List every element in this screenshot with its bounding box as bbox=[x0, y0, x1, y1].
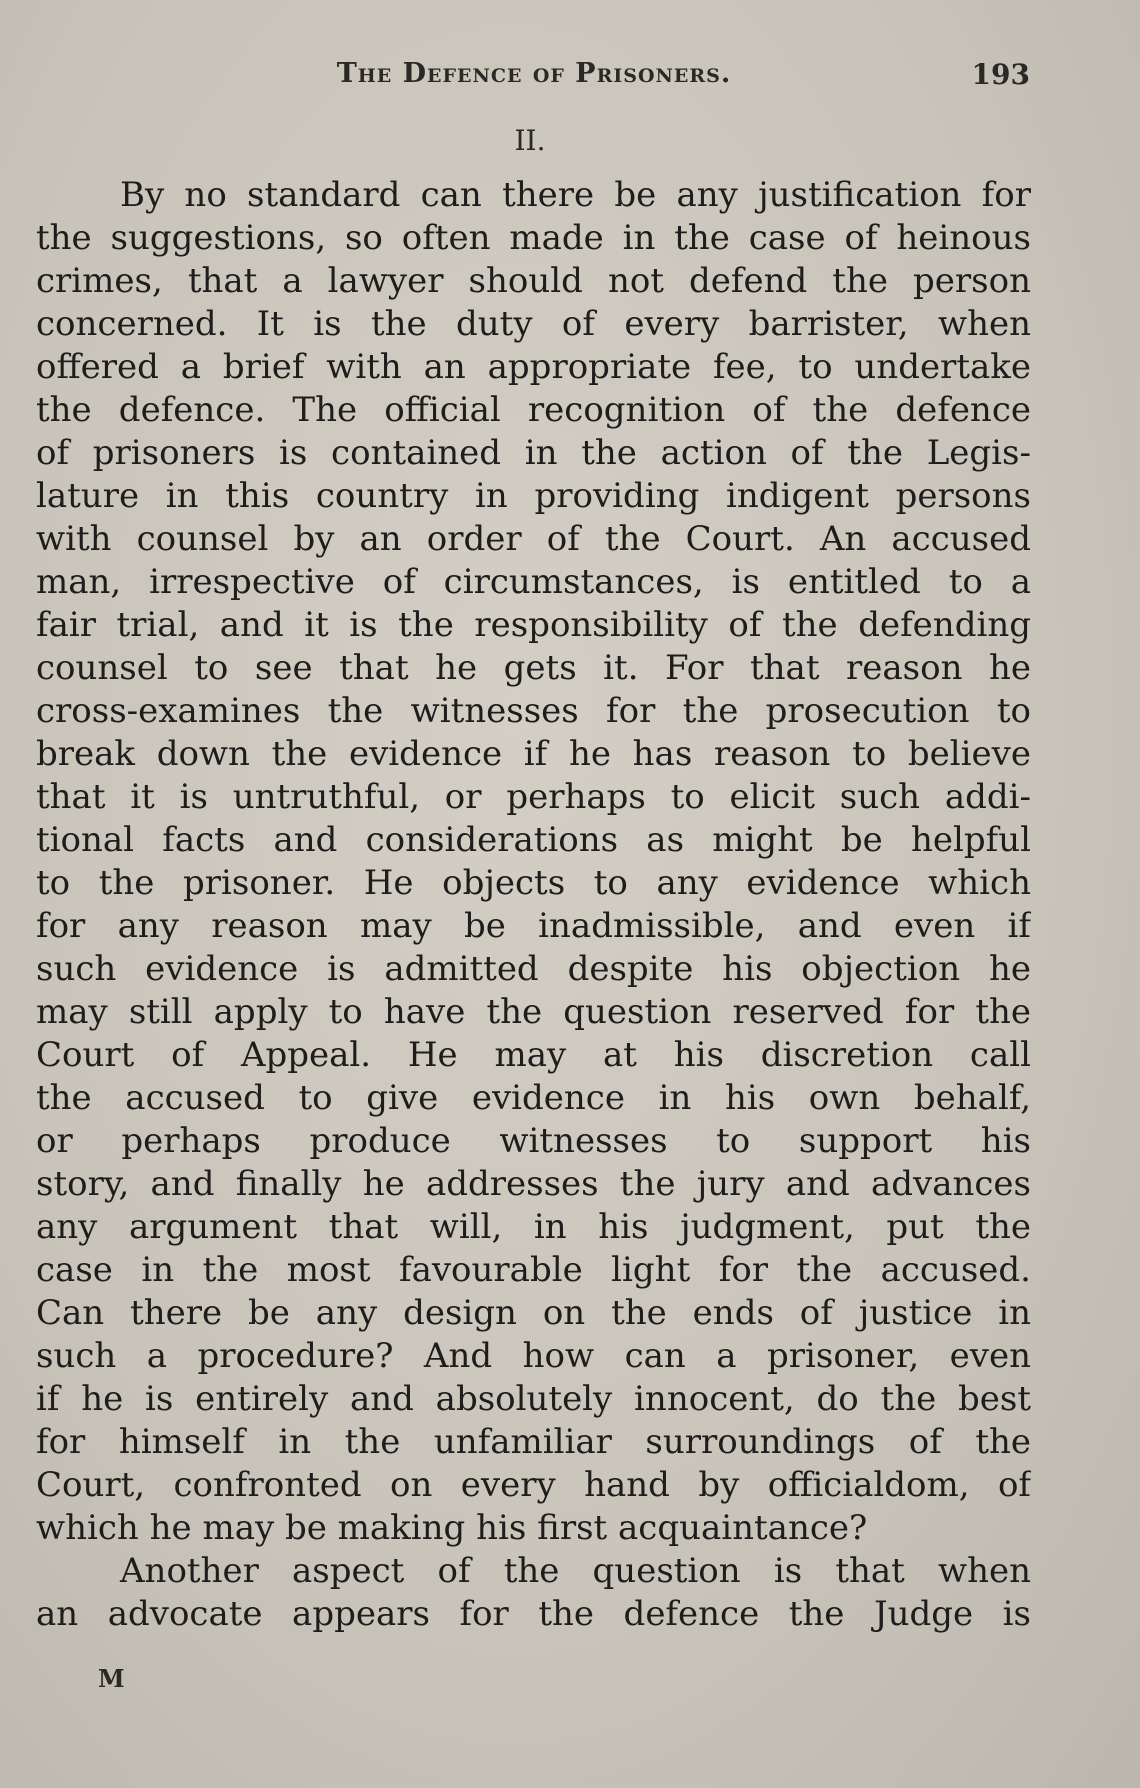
text-line: may still apply to have the question reserved for the bbox=[36, 992, 1031, 1032]
text-line: Court of Appeal. He may at his discretion call bbox=[36, 1035, 1031, 1075]
text-line: Can there be any design on the ends of justice in bbox=[36, 1293, 1031, 1333]
running-title: The Defence of Prisoners. bbox=[336, 58, 732, 89]
text-line: or perhaps produce witnesses to support his bbox=[36, 1121, 1031, 1161]
page-number: 193 bbox=[971, 58, 1030, 91]
text-line: concerned. It is the duty of every barrister, when bbox=[36, 304, 1031, 344]
text-line: crimes, that a lawyer should not defend the person bbox=[36, 261, 1031, 301]
text-line: any argument that will, in his judgment, put the bbox=[36, 1207, 1031, 1247]
text-line: an advocate appears for the defence the Judge is bbox=[36, 1594, 1031, 1634]
text-line: tional facts and considerations as might be helpful bbox=[36, 820, 1031, 860]
text-line: such a procedure? And how can a prisoner, even bbox=[36, 1336, 1031, 1376]
section-number: II. bbox=[514, 124, 546, 157]
text-line: counsel to see that he gets it. For that reason he bbox=[36, 648, 1031, 688]
text-line: for any reason may be inadmissible, and even if bbox=[36, 906, 1031, 946]
text-line: if he is entirely and absolutely innocent, do the best bbox=[36, 1379, 1031, 1419]
text-line: such evidence is admitted despite his objection he bbox=[36, 949, 1031, 989]
text-line: for himself in the unfamiliar surroundings of the bbox=[36, 1422, 1031, 1462]
text-line: By no standard can there be any justification for bbox=[120, 175, 1031, 215]
text-line: offered a brief with an appropriate fee, to undertake bbox=[36, 347, 1031, 387]
text-line: of prisoners is contained in the action of the Legis- bbox=[36, 433, 1031, 473]
body-text bbox=[36, 174, 1031, 1636]
text-line: break down the evidence if he has reason to believe bbox=[36, 734, 1031, 774]
text-line: story, and finally he addresses the jury and advances bbox=[36, 1164, 1031, 1204]
text-line: cross-examines the witnesses for the prosecution to bbox=[36, 691, 1031, 731]
text-line: Court, confronted on every hand by officialdom, of bbox=[36, 1465, 1031, 1505]
signature-mark: M bbox=[98, 1664, 125, 1693]
text-line: fair trial, and it is the responsibility of the defending bbox=[36, 605, 1031, 645]
text-line: that it is untruthful, or perhaps to elicit such addi- bbox=[36, 777, 1031, 817]
text-line: case in the most favourable light for the accused. bbox=[36, 1250, 1031, 1290]
text-line: man, irrespective of circumstances, is entitled to a bbox=[36, 562, 1031, 602]
text-line: lature in this country in providing indigent persons bbox=[36, 476, 1031, 516]
text-line: the suggestions, so often made in the case of heinous bbox=[36, 218, 1031, 258]
text-line: the accused to give evidence in his own behalf, bbox=[36, 1078, 1031, 1118]
text-line: with counsel by an order of the Court. An accused bbox=[36, 519, 1031, 559]
text-line: which he may be making his first acquaintance? bbox=[36, 1508, 868, 1548]
text-line: the defence. The official recognition of the defence bbox=[36, 390, 1031, 430]
text-line: to the prisoner. He objects to any evidence which bbox=[36, 863, 1031, 903]
running-head bbox=[38, 58, 1030, 98]
text-line: Another aspect of the question is that when bbox=[120, 1551, 1031, 1591]
